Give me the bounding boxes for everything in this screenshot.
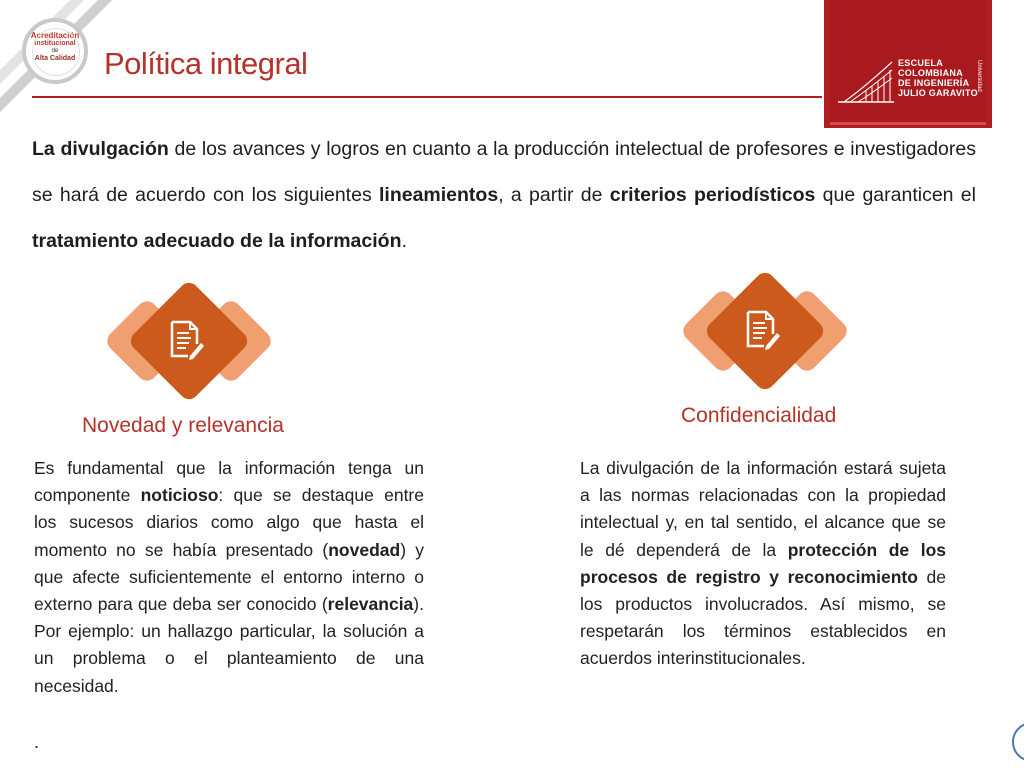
bold-text-segment: La divulgación bbox=[32, 138, 169, 160]
brand-name-line: COLOMBIANA bbox=[898, 68, 963, 78]
text-segment: : que se destaque entre los sucesos diarios como algo que hasta el momento no se había presentado ( bbox=[34, 485, 424, 560]
brand-vertical-text: Universidad bbox=[976, 60, 982, 92]
text-segment: ). Por ejemplo: un hallazgo particular, la solución a un problema o el planteamiento de una necesidad. bbox=[34, 594, 424, 696]
confidencialidad-icon-badge bbox=[680, 266, 850, 396]
text-segment: , a partir de bbox=[498, 184, 610, 206]
bold-text-segment: lineamientos bbox=[378, 184, 499, 206]
text-segment: que garanticen el bbox=[815, 184, 976, 206]
text-segment: ) y que afecte suficientemente el entorno interno o externo para que deba ser conocido ( bbox=[34, 539, 424, 615]
brand-logo-panel bbox=[830, 0, 986, 125]
brand-name-line: JULIO GARAVITO bbox=[898, 88, 978, 98]
bold-text-segment: criterios periodísticos bbox=[609, 184, 816, 206]
bold-text-segment: protección de los procesos de registro y reconocimiento bbox=[580, 539, 947, 587]
text-segment: . bbox=[401, 230, 407, 252]
accreditation-logo-line: Alta Calidad bbox=[34, 55, 76, 62]
brand-name-line: ESCUELA bbox=[898, 58, 944, 68]
bold-text-segment: novedad bbox=[328, 539, 401, 560]
text-segment: de los avances y logros en cuanto a la producción intelectual de profesores e investigadores se hará de acuerdo con los siguientes bbox=[32, 138, 976, 206]
bold-text-segment: noticioso bbox=[140, 485, 219, 506]
accreditation-logo-line: Acreditación bbox=[30, 31, 80, 40]
document-edit-icon bbox=[170, 320, 204, 360]
document-edit-icon bbox=[746, 310, 780, 350]
trailing-dot: . bbox=[34, 732, 40, 752]
novedad-icon-badge bbox=[104, 276, 274, 406]
section-heading-novedad: Novedad y relevancia bbox=[82, 414, 284, 437]
section-body-confidencialidad bbox=[580, 455, 946, 673]
text-segment: Es fundamental que la información tenga un componente bbox=[34, 458, 424, 506]
text-segment: de los productos involucrados. Así mismo, se respetarán los términos establecidos en acuerdos interinstitucionales. bbox=[580, 566, 947, 669]
intro-paragraph bbox=[32, 126, 976, 264]
section-body-novedad bbox=[34, 455, 424, 700]
page-title: Política integral bbox=[104, 46, 308, 81]
section-heading-confidencialidad: Confidencialidad bbox=[681, 404, 837, 427]
accreditation-logo-line: de bbox=[51, 48, 59, 54]
accreditation-logo bbox=[22, 18, 88, 84]
brand-mark-icon bbox=[836, 56, 896, 106]
title-underline bbox=[32, 96, 822, 98]
brand-name-line: DE INGENIERÍA bbox=[898, 78, 970, 88]
accreditation-logo-ring bbox=[32, 28, 80, 76]
brand-name bbox=[898, 58, 978, 98]
corner-ring-icon bbox=[1012, 722, 1024, 762]
bold-text-segment: relevancia bbox=[327, 594, 414, 615]
text-segment: La divulgación de la información estará sujeta a las normas relacionadas con la propiedad intelectual y, en tal sentido, el alcance que se le dé dependerá de la bbox=[580, 458, 946, 560]
bold-text-segment: tratamiento adecuado de la información bbox=[32, 230, 402, 252]
accreditation-logo-line: Institucional bbox=[34, 40, 76, 47]
brand-logo bbox=[824, 0, 992, 128]
